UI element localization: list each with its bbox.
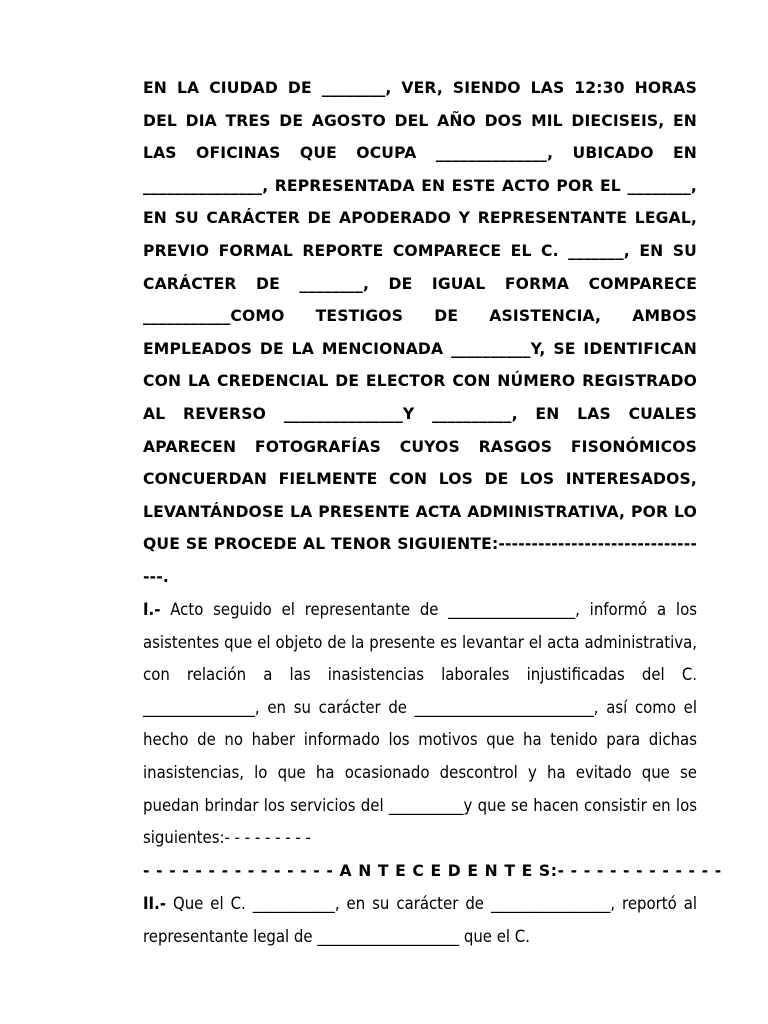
item-2-text: Que el C. ___________, en su carácter de ________________, reportó al representante legal de ___________________ que el C. [143, 894, 697, 946]
item-2-paragraph [143, 888, 697, 953]
item-1-text: Acto seguido el representante de _________________, informó a los asistentes que el objeto de la presente es levantar el acta administrativa, con relación a las inasistencias laborales injustificadas del C. _______________, en su carácter de ________________________, así como el hecho de no haber informado los motivos que ha tenido para dichas inasistencias, lo que ha ocasionado descontrol y ha evitado que se puedan brindar los servicios del __________y que se hacen consistir en los siguientes:- - - - - - - - - [143, 600, 697, 848]
intro-paragraph: EN LA CIUDAD DE ________, VER, SIENDO LAS 12:30 HORAS DEL DIA TRES DE AGOSTO DEL AÑO DOS MIL DIECISEIS, EN LAS OFICINAS QUE OCUPA ______________, UBICADO EN _______________, REPRESENTADA EN ESTE ACTO POR EL ________, EN SU CARÁCTER DE APODERADO Y REPRESENTANTE LEGAL, PREVIO FORMAL REPORTE COMPARECE EL C. _______, EN SU CARÁCTER DE ________, DE IGUAL FORMA COMPARECE ___________COMO TESTIGOS DE ASISTENCIA, AMBOS EMPLEADOS DE LA MENCIONADA __________Y, SE IDENTIFICAN CON LA CREDENCIAL DE ELECTOR CON NÚMERO REGISTRADO AL REVERSO _______________Y __________, EN LAS CUALES APARECEN FOTOGRAFÍAS CUYOS RASGOS FISONÓMICOS CONCUERDAN FIELMENTE CON LOS DE LOS INTERESADOS, LEVANTÁNDOSE LA PRESENTE ACTA ADMINISTRATIVA, POR LO QUE SE PROCEDE AL TENOR SIGUIENTE:---------------------------------. [143, 79, 697, 586]
item-1-paragraph [143, 594, 697, 855]
item-1-number: I.- [143, 600, 161, 619]
antecedentes-heading: - - - - - - - - - - - - - - - A N T E C E D E N T E S:- - - - - - - - - - - - - [143, 862, 722, 880]
item-2-number: II.- [143, 894, 166, 913]
